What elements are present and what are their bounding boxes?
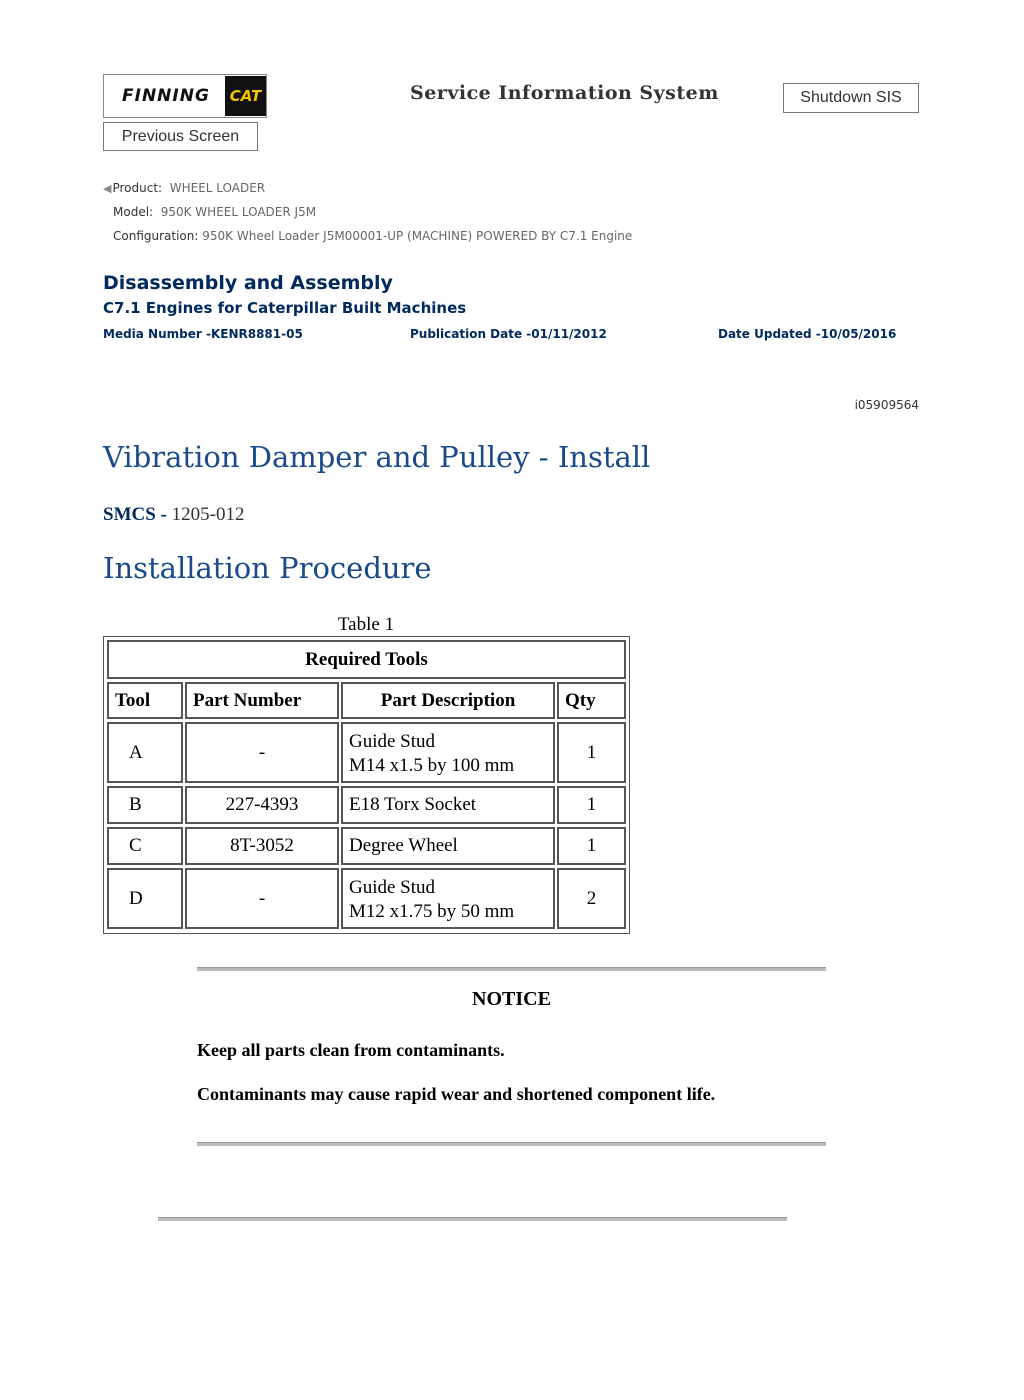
product-value: WHEEL LOADER [169,181,266,195]
configuration-value: 950K Wheel Loader J5M00001-UP (MACHINE) POWERED BY C7.1 Engine [202,229,633,243]
notice-top-divider [197,967,826,971]
document-id: i05909564 [854,398,919,412]
cat-logo [225,76,266,116]
app-title: Service Information System [410,82,719,104]
model-line [113,205,316,219]
part-description-spec: M12 x1.75 by 50 mm [349,901,515,922]
table-cell-tool: C [107,827,183,865]
model-label: Model: [113,205,154,219]
column-header-qty: Qty [557,682,626,719]
back-arrow-icon[interactable]: ◀ [103,182,112,195]
column-header-part-number: Part Number [185,682,339,719]
media-number: Media Number -KENR8881-05 [103,327,303,341]
shutdown-sis-button[interactable]: Shutdown SIS [783,83,919,113]
column-header-tool: Tool [107,682,183,719]
product-line [103,181,265,195]
document-subtitle: C7.1 Engines for Caterpillar Built Machines [103,299,467,317]
part-description-line: Guide Stud [349,877,436,898]
notice-title: NOTICE [472,988,551,1010]
page-bottom-divider [158,1217,787,1221]
table-cell-part-description: Degree Wheel [341,827,555,865]
part-description-line: Guide Stud [349,731,436,752]
table-cell-part-description [341,868,555,929]
document-title: Disassembly and Assembly [103,272,393,294]
finning-cat-logo [103,74,267,118]
table-cell-part-number: 8T-3052 [185,827,339,865]
smcs-code [103,504,244,526]
finning-logo-text: FINNING [122,86,210,106]
notice-text-2: Contaminants may cause rapid wear and shortened component life. [197,1084,716,1104]
table-caption: Table 1 [337,614,395,635]
table-cell-qty: 1 [557,722,626,783]
table-cell-part-number: 227-4393 [185,786,339,824]
part-description-spec: M14 x1.5 by 100 mm [349,755,515,776]
page-title: Vibration Damper and Pulley - Install [103,440,651,474]
table-cell-qty: 1 [557,827,626,865]
smcs-value: 1205-012 [171,504,245,525]
date-updated: Date Updated -10/05/2016 [718,327,897,341]
previous-screen-button[interactable]: Previous Screen [103,122,258,151]
table-cell-tool: B [107,786,183,824]
table-cell-tool: D [107,868,183,929]
column-header-part-description: Part Description [341,682,555,719]
section-heading: Installation Procedure [103,551,432,585]
smcs-label: SMCS - [103,504,167,525]
table-cell-qty: 1 [557,786,626,824]
table-cell-part-number: - [185,722,339,783]
table-title: Required Tools [107,640,626,679]
required-tools-table [103,636,630,934]
configuration-line [113,229,632,243]
publication-date: Publication Date -01/11/2012 [410,327,607,341]
table-cell-part-description [341,722,555,783]
notice-text-1: Keep all parts clean from contaminants. [197,1040,505,1060]
cat-logo-text: CAT [229,87,262,105]
table-cell-part-number: - [185,868,339,929]
table-cell-part-description: E18 Torx Socket [341,786,555,824]
notice-bottom-divider [197,1142,826,1146]
product-label: Product: [112,181,163,195]
configuration-label: Configuration: [113,229,199,243]
model-value: 950K WHEEL LOADER J5M [160,205,317,219]
table-cell-qty: 2 [557,868,626,929]
table-cell-tool: A [107,722,183,783]
